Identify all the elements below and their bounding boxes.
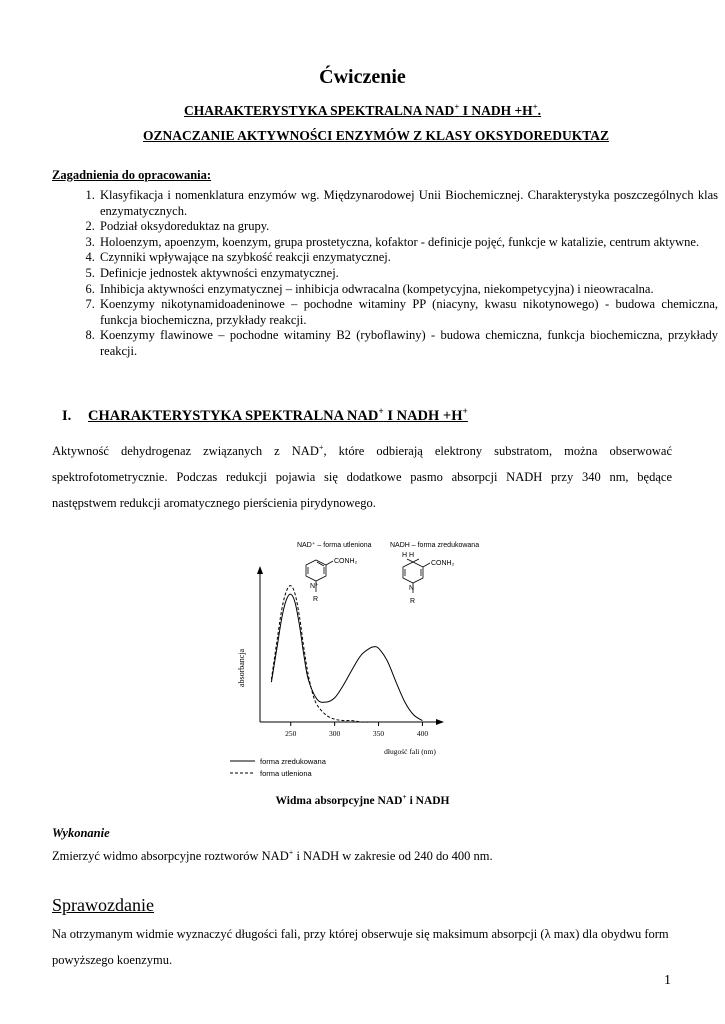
- topic-item: 7. Koenzymy nikotynamidoadeninowe – pochodne witaminy PP (niacyny, kwasu nikotynowego) - budowa chemiczna, funkcja biochemiczna, przykłady reakcji.: [98, 297, 718, 328]
- figure-caption: Widma absorpcyjne NAD+ i NADH: [275, 792, 450, 807]
- nadh-ring-structure: [403, 559, 430, 593]
- subtitle-spectral: CHARAKTERYSTYKA SPEKTRALNA NAD+ I NADH +H+.: [183, 101, 542, 118]
- x-axis-arrow: [436, 719, 444, 725]
- page-number: 1: [664, 973, 671, 988]
- nad-conh2: CONH₂: [334, 558, 358, 565]
- x-axis-label: długość fali (nm): [384, 747, 436, 756]
- topic-item: 1. Klasyfikacja i nomenklatura enzymów wg. Międzynarodowej Unii Biochemicznej. Charakterystyka poszczególnych klas enzymatycznych.: [98, 188, 718, 219]
- topic-item: 5. Definicje jednostek aktywności enzymatycznej.: [98, 266, 718, 282]
- nad-r: R: [313, 596, 319, 603]
- section-heading: I. CHARAKTERYSTYKA SPEKTRALNA NAD+ I NADH +H+: [62, 407, 468, 424]
- sprawozdanie-heading: Sprawozdanie: [52, 895, 154, 915]
- sprawozdanie-text: Na otrzymanym widmie wyznaczyć długości fali, przy której obserwuje się maksimum absorpcji (λ max) dla obydwu form powyższego koenzymu.: [52, 927, 669, 967]
- absorption-spectrum-figure: [200, 530, 500, 785]
- nadh-r: R: [410, 598, 416, 605]
- wykonanie-text: Zmierzyć widmo absorpcyjne roztworów NAD+ i NADH w zakresie od 240 do 400 nm.: [52, 847, 493, 863]
- page-title: Ćwiczenie: [319, 66, 406, 88]
- topics-heading: Zagadnienia do opracowania:: [52, 168, 212, 182]
- x-tick-label: 250: [285, 729, 297, 738]
- series-line-reduced: [271, 594, 422, 720]
- nadh-label: NADH – forma zredukowana: [390, 542, 480, 549]
- x-tick-label: 400: [416, 729, 429, 738]
- intro-paragraph: Aktywność dehydrogenaz związanych z NAD+, które odbierają elektrony substratom, można obserwować spektrofotometrycznie. Podczas redukcji pojawia się dodatkowe pasmo absorpcji NADH przy 340 nm, będące następstwem redukcji aromatycznego pierścienia pirydynowego.: [52, 442, 673, 510]
- subtitle-enzymes: OZNACZANIE AKTYWNOŚCI ENZYMÓW Z KLASY OKSYDOREDUKTAZ: [143, 128, 609, 143]
- nadh-h: H H: [402, 552, 415, 559]
- topic-item: 4. Czynniki wpływające na szybkość reakcji enzymatycznej.: [98, 250, 718, 266]
- y-axis-arrow: [257, 566, 263, 574]
- x-tick-label: 350: [372, 729, 385, 738]
- nadh-conh2: CONH₂: [431, 560, 455, 567]
- legend-label-reduced: forma zredukowana: [260, 757, 326, 766]
- wykonanie-heading: Wykonanie: [52, 826, 110, 840]
- y-axis-label: absorbancja: [237, 648, 246, 688]
- legend-label-oxidized: forma utleniona: [260, 769, 312, 778]
- topic-item: 6. Inhibicja aktywności enzymatycznej – inhibicja odwracalna (kompetycyjna, niekompetycyjna) i nieowracalna.: [98, 282, 718, 298]
- topic-item: 3. Holoenzym, apoenzym, koenzym, grupa prostetyczna, kofaktor - definicje pojęć, funkcje w katalizie, centrum aktywne.: [98, 235, 718, 251]
- nadh-n: N: [409, 585, 415, 592]
- nad-label: NAD⁺ – forma utleniona: [297, 542, 372, 549]
- x-tick-label: 300: [329, 729, 341, 738]
- topics-list: [52, 188, 718, 360]
- nad-n-plus: N⁺: [310, 583, 319, 590]
- topic-item: 2. Podział oksydoreduktaz na grupy.: [98, 219, 718, 235]
- topic-item: 8. Koenzymy flawinowe – pochodne witaminy B2 (ryboflawiny) - budowa chemiczna, funkcja biochemiczna, przykłady reakcji.: [98, 328, 718, 359]
